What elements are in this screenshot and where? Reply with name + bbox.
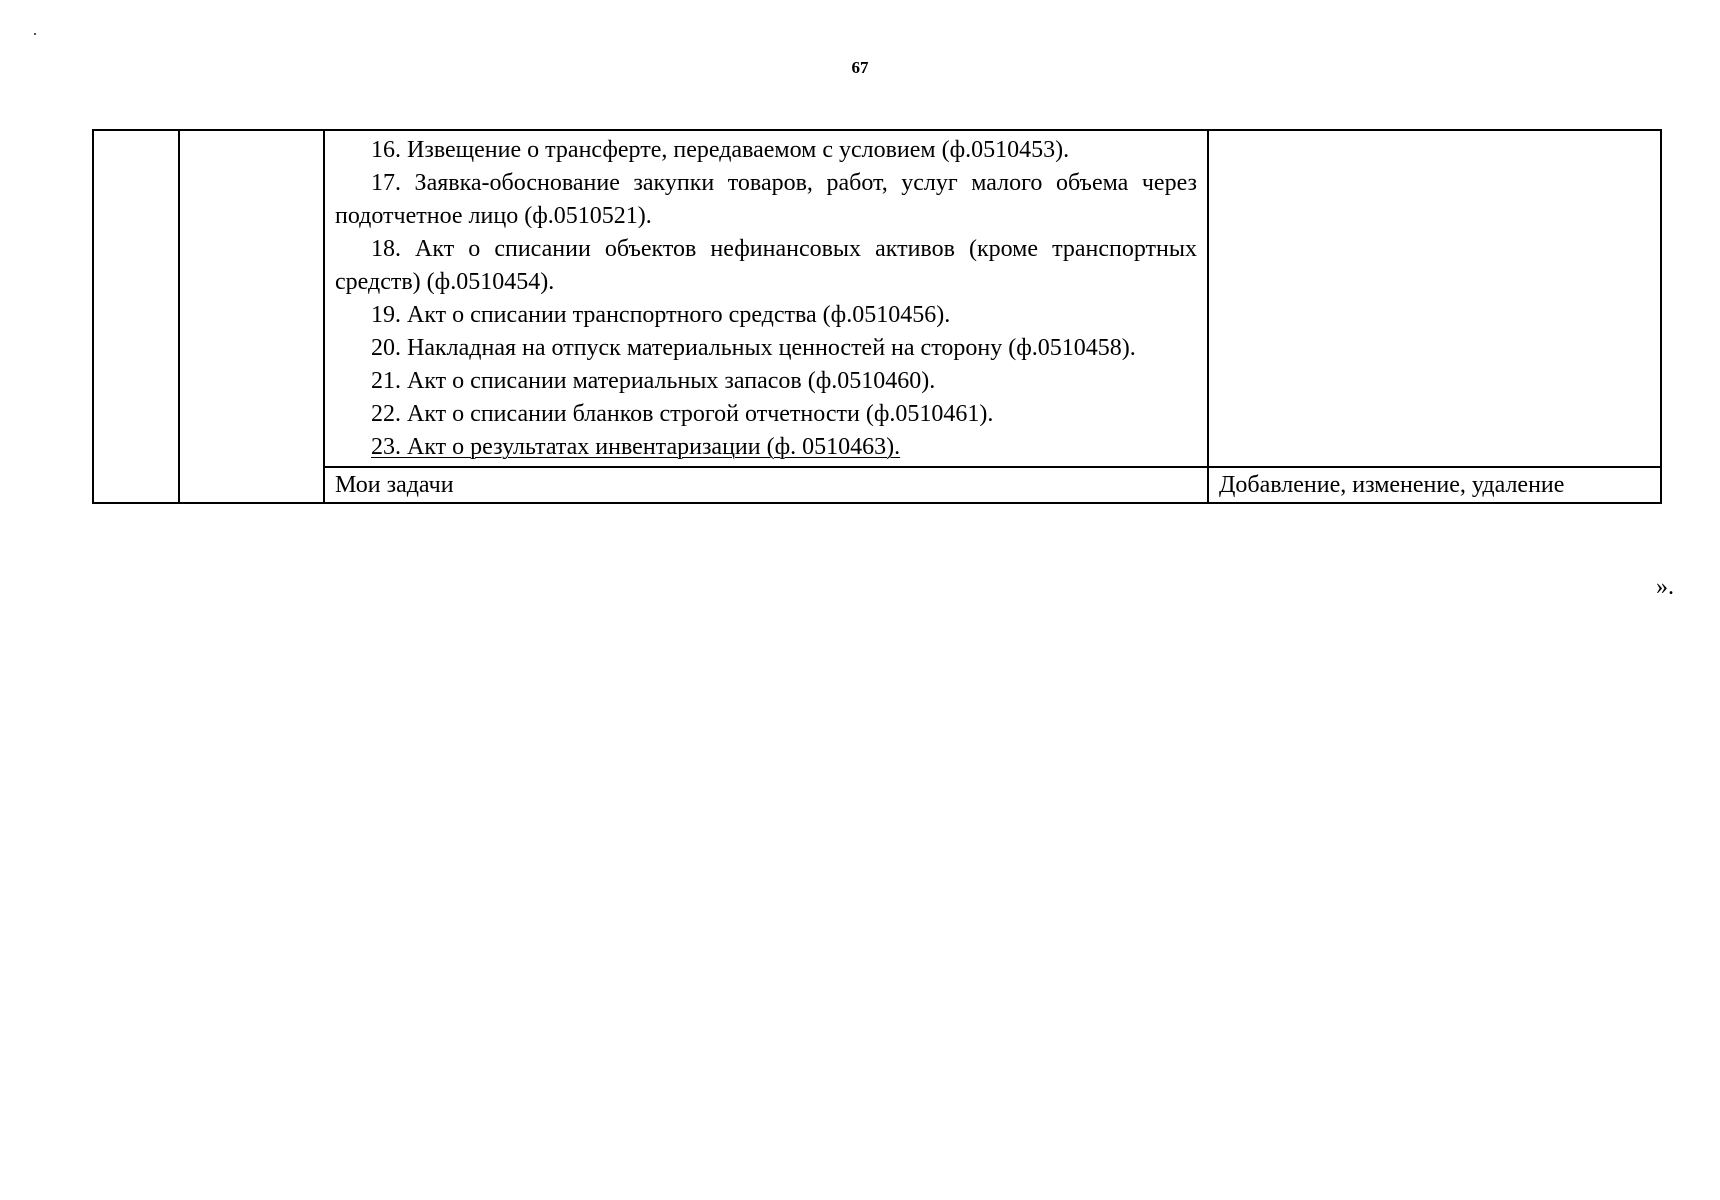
actions-cell: Добавление, изменение, удаление xyxy=(1208,467,1661,503)
empty-cell-col4 xyxy=(1208,130,1661,467)
list-item: 20. Накладная на отпуск материальных ценностей на сторону (ф.0510458). xyxy=(371,335,1136,361)
empty-cell-col1 xyxy=(93,130,179,503)
my-tasks-cell: Мои задачи xyxy=(324,467,1208,503)
closing-quote: ». xyxy=(1656,574,1674,600)
table-row-tasks xyxy=(93,467,1661,503)
page-number: 67 xyxy=(851,58,869,77)
list-item: 21. Акт о списании материальных запасов (ф.0510460). xyxy=(371,368,936,394)
list-item: 22. Акт о списании бланков строгой отчетности (ф.0510461). xyxy=(371,401,994,427)
document-list-cell xyxy=(324,130,1208,467)
list-item: 16. Извещение о трансферте, передаваемом с условием (ф.0510453). xyxy=(371,137,1070,163)
scan-speck xyxy=(34,33,36,35)
list-item: 18. Акт о списании объектов нефинансовых активов (кроме транспортных средств) (ф.0510454). xyxy=(335,236,1197,295)
list-item: 17. Заявка-обоснование закупки товаров, работ, услуг малого объема через подотчетное лицо (ф.0510521). xyxy=(335,170,1197,229)
list-item: 19. Акт о списании транспортного средства (ф.0510456). xyxy=(371,302,951,328)
document-table xyxy=(92,129,1662,504)
list-item: 23. Акт о результатах инвентаризации (ф. 0510463). xyxy=(371,434,901,460)
table-row-items xyxy=(93,130,1661,467)
empty-cell-col2 xyxy=(179,130,324,503)
